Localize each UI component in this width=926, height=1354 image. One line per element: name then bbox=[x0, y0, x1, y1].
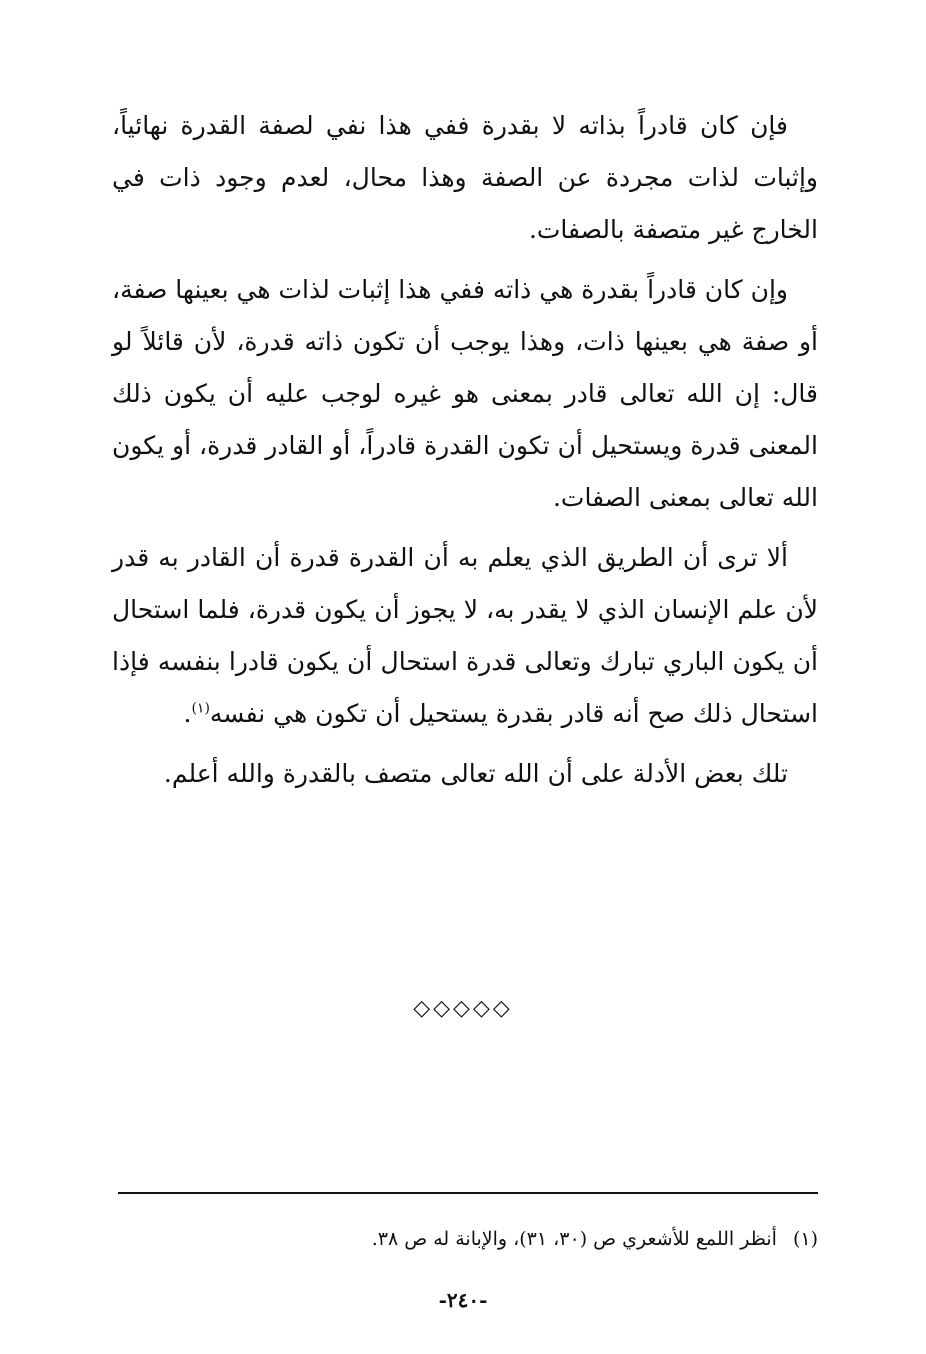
footnote-reference[interactable]: (١) bbox=[191, 700, 210, 717]
paragraph-4: تلك بعض الأدلة على أن الله تعالى متصف بالقدرة والله أعلم. bbox=[163, 759, 788, 788]
paragraph-3 bbox=[112, 532, 818, 740]
section-divider-ornament: ◇◇◇◇◇ bbox=[413, 996, 513, 1021]
main-text bbox=[112, 100, 818, 808]
paragraph-2: وإن كان قادراً بقدرة هي ذاته ففي هذا إثبات لذات هي بعينها صفة، أو صفة هي بعينها ذات، وهذا يوجب أن تكون ذاته قدرة، لأن قائلاً لو قال: إن الله تعالى قادر بمعنى هو غيره لوجب عليه أن يكون ذلك المعنى قدرة ويستحيل أن تكون القدرة قادراً، أو القادر قدرة، أو يكون الله تعالى بمعنى الصفات. bbox=[112, 275, 818, 512]
paragraph-1: فإن كان قادراً بذاته لا بقدرة ففي هذا نفي لصفة القدرة نهائياً، وإثبات لذات مجردة عن الصفة وهذا محال، لعدم وجود ذات في الخارج غير متصفة بالصفات. bbox=[112, 111, 818, 244]
footnote-text: أنظر اللمع للأشعري ص (٣٠، ٣١)، والإبانة له ص ٣٨. bbox=[371, 1228, 777, 1250]
paragraph-3-end: . bbox=[183, 699, 192, 728]
page-number: -٢٤٠- bbox=[438, 1288, 488, 1312]
footnote bbox=[118, 1224, 818, 1254]
footnote-separator bbox=[118, 1192, 818, 1194]
footnote-number: (١) bbox=[792, 1228, 818, 1250]
paragraph-3-text: ألا ترى أن الطريق الذي يعلم به أن القدرة قدرة أن القادر به قدر لأن علم الإنسان الذي لا يقدر به، لا يجوز أن يكون قدرة، فلما استحال أن يكون الباري تبارك وتعالى قدرة استحال أن يكون قادرا بنفسه فإذا استحال ذلك صح أنه قادر بقدرة يستحيل أن تكون هي نفسه bbox=[112, 543, 818, 728]
